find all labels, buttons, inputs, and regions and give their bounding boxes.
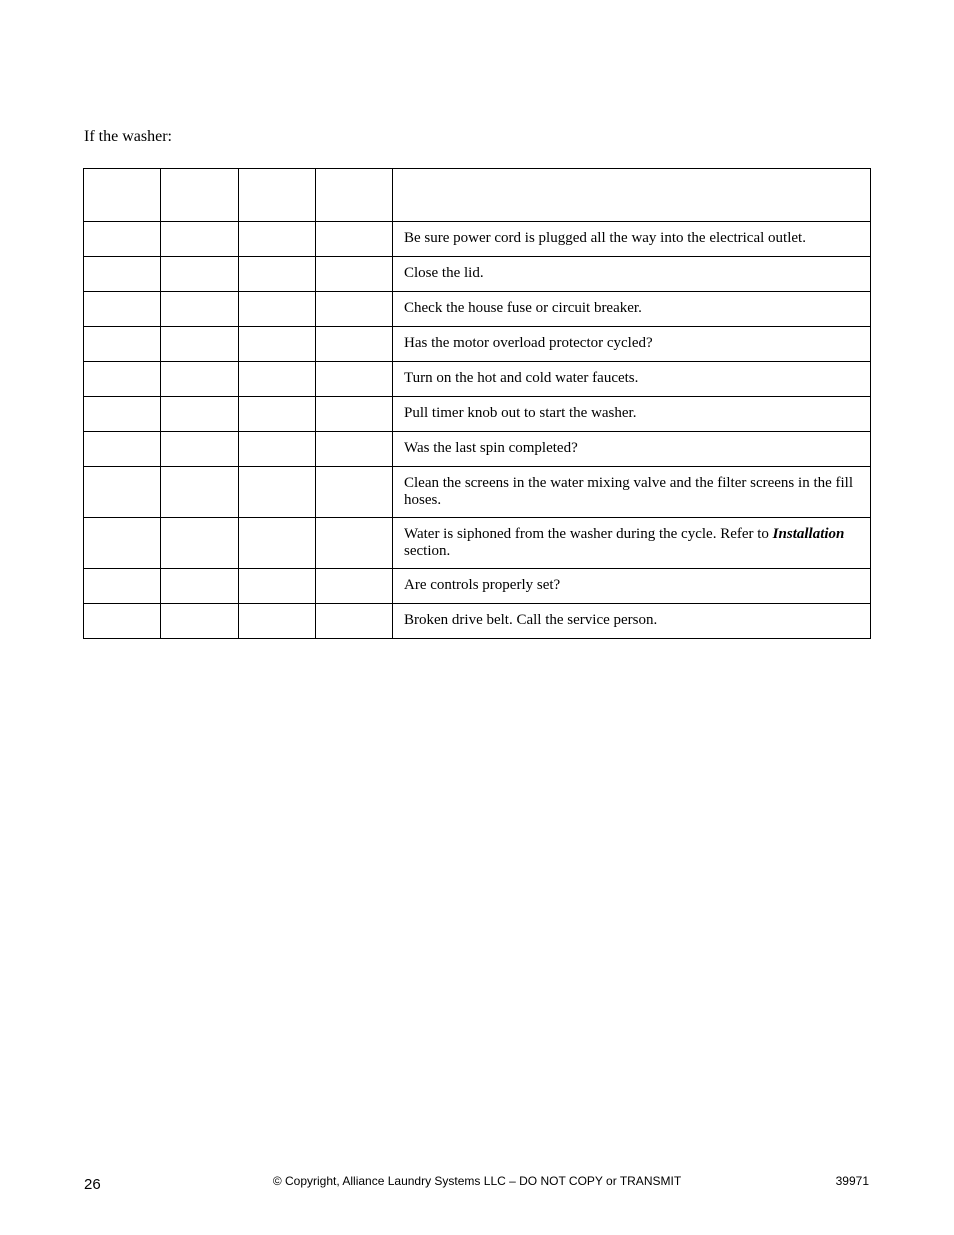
header-cell	[239, 169, 316, 222]
symptom-cell	[316, 432, 393, 467]
symptom-cell	[161, 569, 239, 604]
symptom-cell	[84, 292, 161, 327]
symptom-cell	[239, 569, 316, 604]
symptom-cell	[161, 432, 239, 467]
symptom-cell	[84, 222, 161, 257]
remedy-cell: Close the lid.	[393, 257, 871, 292]
table-row	[84, 397, 871, 432]
table-row	[84, 604, 871, 639]
symptom-cell	[161, 257, 239, 292]
symptom-cell	[316, 569, 393, 604]
header-cell	[161, 169, 239, 222]
copyright-notice: © Copyright, Alliance Laundry Systems LLC – DO NOT COPY or TRANSMIT	[272, 1174, 682, 1188]
header-cell	[393, 169, 871, 222]
table-header-row	[84, 169, 871, 222]
symptom-cell	[84, 432, 161, 467]
symptom-cell	[239, 257, 316, 292]
header-cell	[84, 169, 161, 222]
remedy-cell: Clean the screens in the water mixing valve and the filter screens in the fill hoses.	[393, 467, 871, 518]
intro-text: If the washer:	[84, 128, 172, 145]
remedy-cell: Pull timer knob out to start the washer.	[393, 397, 871, 432]
remedy-cell: Broken drive belt. Call the service person.	[393, 604, 871, 639]
symptom-cell	[316, 397, 393, 432]
symptom-cell	[161, 222, 239, 257]
remedy-text: section.	[404, 543, 451, 559]
symptom-cell	[161, 327, 239, 362]
symptom-cell	[161, 397, 239, 432]
symptom-cell	[239, 362, 316, 397]
symptom-cell	[316, 362, 393, 397]
symptom-cell	[239, 518, 316, 569]
remedy-cell: Are controls properly set?	[393, 569, 871, 604]
symptom-cell	[84, 518, 161, 569]
symptom-cell	[84, 327, 161, 362]
remedy-cell	[393, 518, 871, 569]
symptom-cell	[161, 518, 239, 569]
symptom-cell	[316, 467, 393, 518]
remedy-cell: Check the house fuse or circuit breaker.	[393, 292, 871, 327]
remedy-text: Water is siphoned from the washer during the cycle. Refer to	[404, 526, 773, 542]
table-row	[84, 362, 871, 397]
symptom-cell	[161, 292, 239, 327]
table-row	[84, 467, 871, 518]
remedy-cell: Turn on the hot and cold water faucets.	[393, 362, 871, 397]
table-row	[84, 432, 871, 467]
page-number: 26	[84, 1176, 101, 1193]
symptom-cell	[239, 327, 316, 362]
header-cell	[316, 169, 393, 222]
symptom-cell	[316, 604, 393, 639]
table-row	[84, 292, 871, 327]
symptom-cell	[239, 467, 316, 518]
symptom-cell	[316, 518, 393, 569]
symptom-cell	[84, 604, 161, 639]
installation-reference: Installation	[772, 526, 845, 542]
troubleshooting-table	[83, 168, 871, 639]
table-row	[84, 327, 871, 362]
document-number: 39971	[835, 1174, 869, 1188]
symptom-cell	[316, 292, 393, 327]
symptom-cell	[84, 257, 161, 292]
symptom-cell	[239, 432, 316, 467]
symptom-cell	[316, 257, 393, 292]
table-row	[84, 518, 871, 569]
symptom-cell	[161, 467, 239, 518]
symptom-cell	[84, 467, 161, 518]
symptom-cell	[84, 397, 161, 432]
remedy-cell: Be sure power cord is plugged all the way into the electrical outlet.	[393, 222, 871, 257]
remedy-cell: Was the last spin completed?	[393, 432, 871, 467]
symptom-cell	[316, 222, 393, 257]
symptom-cell	[84, 569, 161, 604]
remedy-cell: Has the motor overload protector cycled?	[393, 327, 871, 362]
table-row	[84, 569, 871, 604]
symptom-cell	[316, 327, 393, 362]
table-row	[84, 222, 871, 257]
table-row	[84, 257, 871, 292]
symptom-cell	[239, 222, 316, 257]
symptom-cell	[161, 362, 239, 397]
symptom-cell	[239, 604, 316, 639]
symptom-cell	[239, 292, 316, 327]
symptom-cell	[161, 604, 239, 639]
symptom-cell	[239, 397, 316, 432]
symptom-cell	[84, 362, 161, 397]
